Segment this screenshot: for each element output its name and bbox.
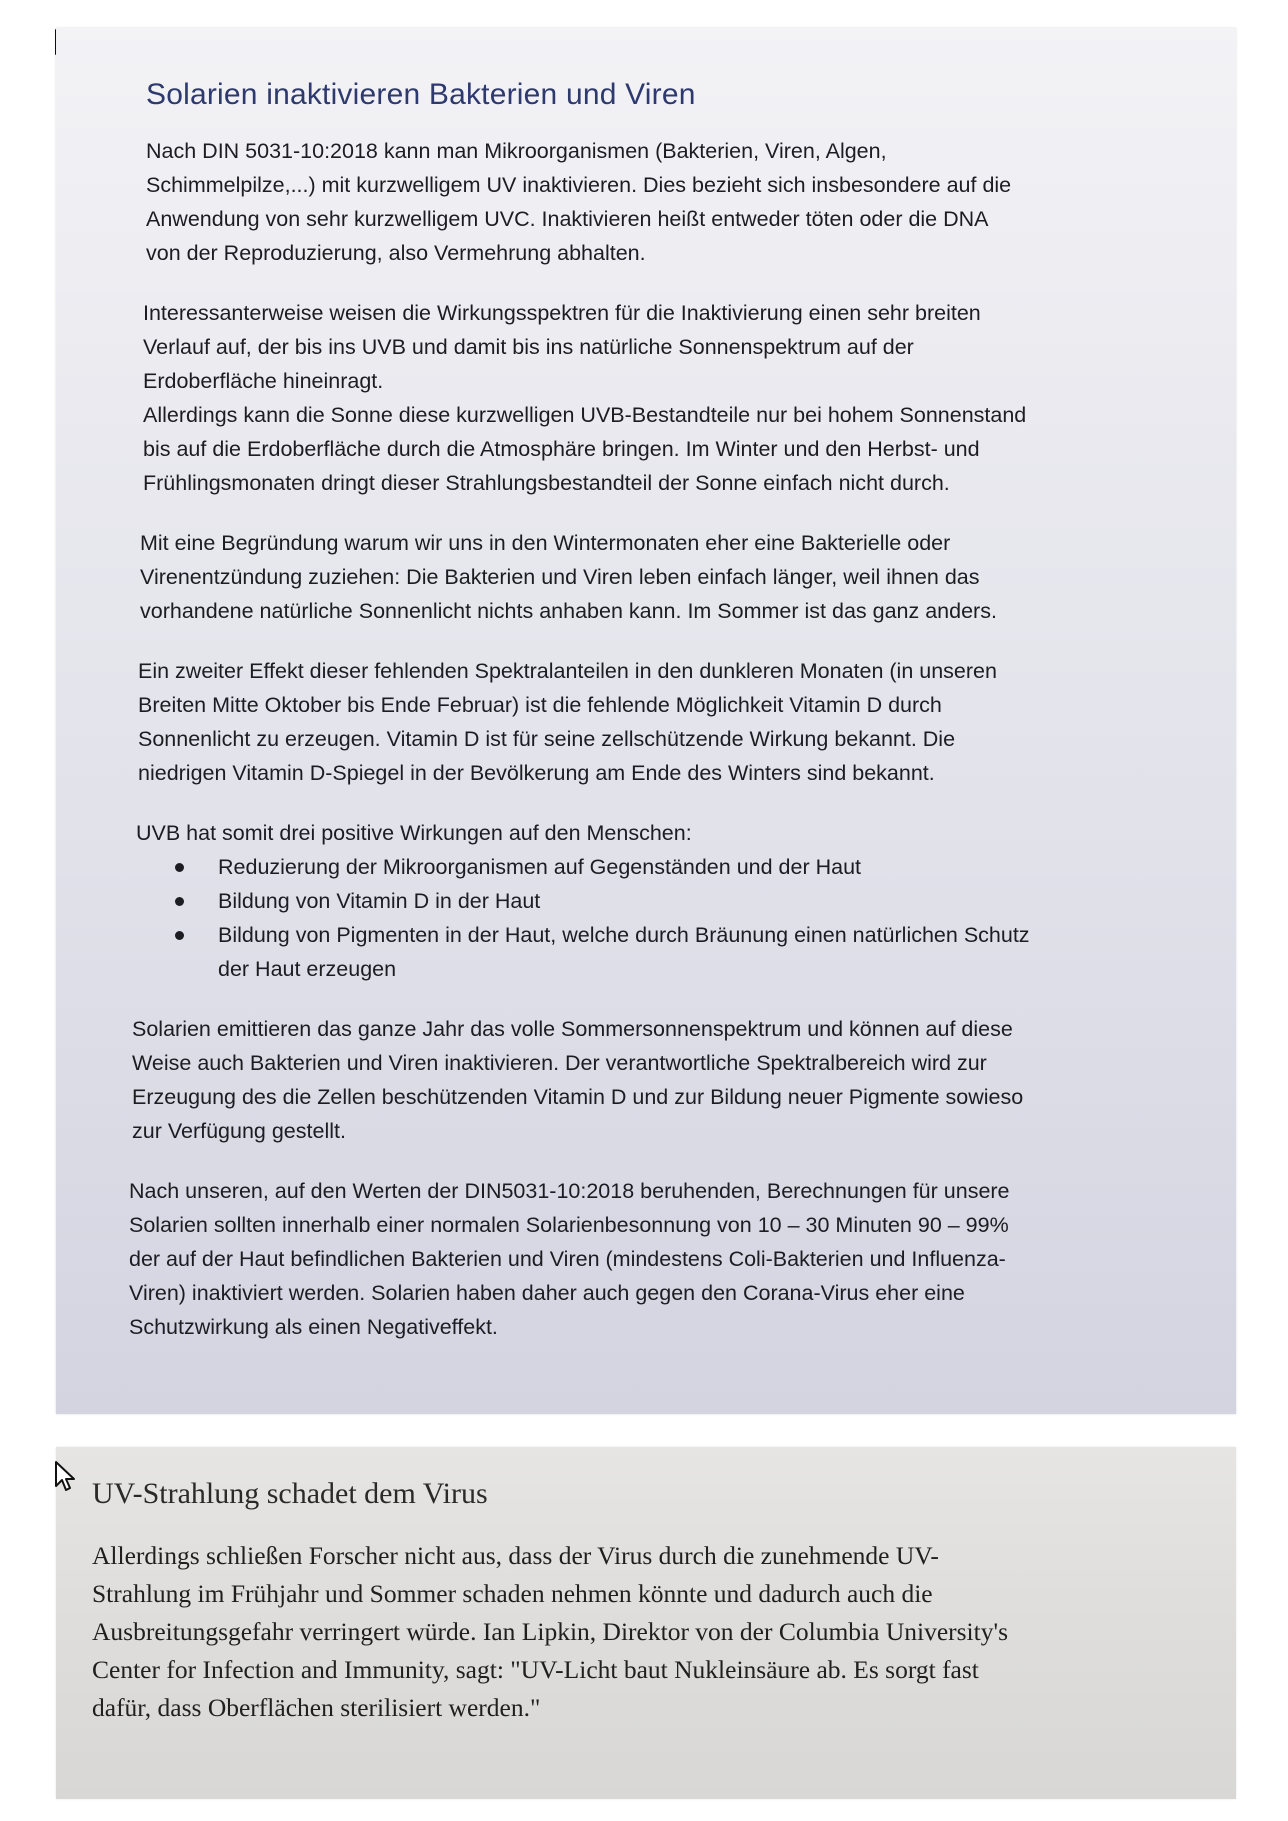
text-line: zur Verfügung gestellt. bbox=[132, 1119, 346, 1143]
paragraph-6 bbox=[132, 1012, 1176, 1148]
list-item bbox=[136, 918, 1176, 986]
text-line: der Haut erzeugen bbox=[218, 957, 397, 981]
document-page-solarien bbox=[56, 28, 1236, 1414]
text-line: Bildung von Vitamin D in der Haut bbox=[218, 889, 541, 913]
text-line: Strahlung im Frühjahr und Sommer schaden nehmen könnte und dadurch auch die bbox=[92, 1579, 933, 1608]
bullet-icon bbox=[175, 931, 184, 940]
text-line: Reduzierung der Mikroorganismen auf Gegenständen und der Haut bbox=[218, 855, 862, 879]
text-line: Schutzwirkung als einen Negativeffekt. bbox=[129, 1315, 498, 1339]
text-line: bis auf die Erdoberfläche durch die Atmosphäre bringen. Im Winter und den Herbst- und bbox=[143, 437, 980, 461]
text-line: Schimmelpilze,...) mit kurzwelligem UV inaktivieren. Dies bezieht sich insbesondere auf die bbox=[146, 173, 1012, 197]
text-line: Anwendung von sehr kurzwelligem UVC. Inaktivieren heißt entweder töten oder die DNA bbox=[146, 207, 989, 231]
text-line: Weise auch Bakterien und Viren inaktivieren. Der verantwortliche Spektralbereich wird zur bbox=[132, 1051, 987, 1075]
text-line: Solarien sollten innerhalb einer normalen Solarienbesonnung von 10 – 30 Minuten 90 – 99% bbox=[129, 1213, 1009, 1237]
paragraph-3 bbox=[140, 526, 1176, 628]
text-line: Verlauf auf, der bis ins UVB und damit bis ins natürliche Sonnenspektrum auf der bbox=[143, 335, 914, 359]
text-line: Center for Infection and Immunity, sagt: "UV-Licht baut Nukleinsäure ab. Es sorgt fast bbox=[92, 1655, 979, 1684]
paragraph-4 bbox=[138, 654, 1176, 790]
text-line: Mit eine Begründung warum wir uns in den Wintermonaten eher eine Bakterielle oder bbox=[140, 531, 951, 555]
document-page-uv-strahlung bbox=[56, 1447, 1236, 1799]
text-line: Allerdings kann die Sonne diese kurzwelligen UVB-Bestandteile nur bei hohem Sonnenstand bbox=[143, 403, 1027, 427]
list-item bbox=[136, 850, 1176, 884]
text-line: Breiten Mitte Oktober bis Ende Februar) ist die fehlende Möglichkeit Vitamin D durch bbox=[138, 693, 942, 717]
paragraph-2 bbox=[143, 296, 1176, 500]
text-line: Erzeugung des die Zellen beschützenden Vitamin D und zur Bildung neuer Pigmente sowieso bbox=[132, 1085, 1024, 1109]
paragraph-7 bbox=[129, 1174, 1176, 1344]
text-line: Ausbreitungsgefahr verringert würde. Ian Lipkin, Direktor von der Columbia University's bbox=[92, 1617, 1008, 1646]
text-line: Nach DIN 5031-10:2018 kann man Mikroorganismen (Bakterien, Viren, Algen, bbox=[146, 139, 887, 163]
text-line: Ein zweiter Effekt dieser fehlenden Spektralanteilen in den dunkleren Monaten (in unseren bbox=[138, 659, 997, 683]
text-line: Nach unseren, auf den Werten der DIN5031-10:2018 beruhenden, Berechnungen für unsere bbox=[129, 1179, 1010, 1203]
list-intro: UVB hat somit drei positive Wirkungen auf den Menschen: bbox=[136, 821, 692, 845]
list-item bbox=[136, 884, 1176, 918]
mouse-pointer-icon bbox=[54, 1460, 80, 1494]
text-line: dafür, dass Oberflächen sterilisiert werden." bbox=[92, 1693, 541, 1722]
benefit-list bbox=[136, 850, 1176, 986]
text-line: von der Reproduzierung, also Vermehrung abhalten. bbox=[146, 241, 646, 265]
text-line: vorhandene natürliche Sonnenlicht nichts anhaben kann. Im Sommer ist das ganz anders. bbox=[140, 599, 997, 623]
text-line: Allerdings schließen Forscher nicht aus, dass der Virus durch die zunehmende UV- bbox=[92, 1541, 939, 1570]
text-line: der auf der Haut befindlichen Bakterien und Viren (mindestens Coli-Bakterien und Influenza- bbox=[129, 1247, 1006, 1271]
bullet-icon bbox=[175, 863, 184, 872]
text-line: Bildung von Pigmenten in der Haut, welche durch Bräunung einen natürlichen Schutz bbox=[218, 923, 1030, 947]
text-line: niedrigen Vitamin D-Spiegel in der Bevölkerung am Ende des Winters sind bekannt. bbox=[138, 761, 935, 785]
text-line: Solarien emittieren das ganze Jahr das volle Sommersonnenspektrum und können auf diese bbox=[132, 1017, 1013, 1041]
text-line: Viren) inaktiviert werden. Solarien haben daher auch gegen den Corana-Virus eher eine bbox=[129, 1281, 965, 1305]
paragraph-1 bbox=[146, 134, 1176, 270]
section-title: UV-Strahlung schadet dem Virus bbox=[92, 1477, 488, 1510]
text-line: Interessanterweise weisen die Wirkungsspektren für die Inaktivierung einen sehr breiten bbox=[143, 301, 981, 325]
text-line: Sonnenlicht zu erzeugen. Vitamin D ist für seine zellschützende Wirkung bekannt. Die bbox=[138, 727, 956, 751]
paragraph-quote bbox=[92, 1537, 1216, 1727]
text-line: Frühlingsmonaten dringt dieser Strahlungsbestandteil der Sonne einfach nicht durch. bbox=[143, 471, 950, 495]
page-title: Solarien inaktivieren Bakterien und Viren bbox=[146, 78, 696, 111]
paragraph-5 bbox=[136, 816, 1176, 986]
text-line: Virenentzündung zuziehen: Die Bakterien und Viren leben einfach länger, weil ihnen das bbox=[140, 565, 980, 589]
text-line: Erdoberfläche hineinragt. bbox=[143, 369, 384, 393]
bullet-icon bbox=[175, 897, 184, 906]
